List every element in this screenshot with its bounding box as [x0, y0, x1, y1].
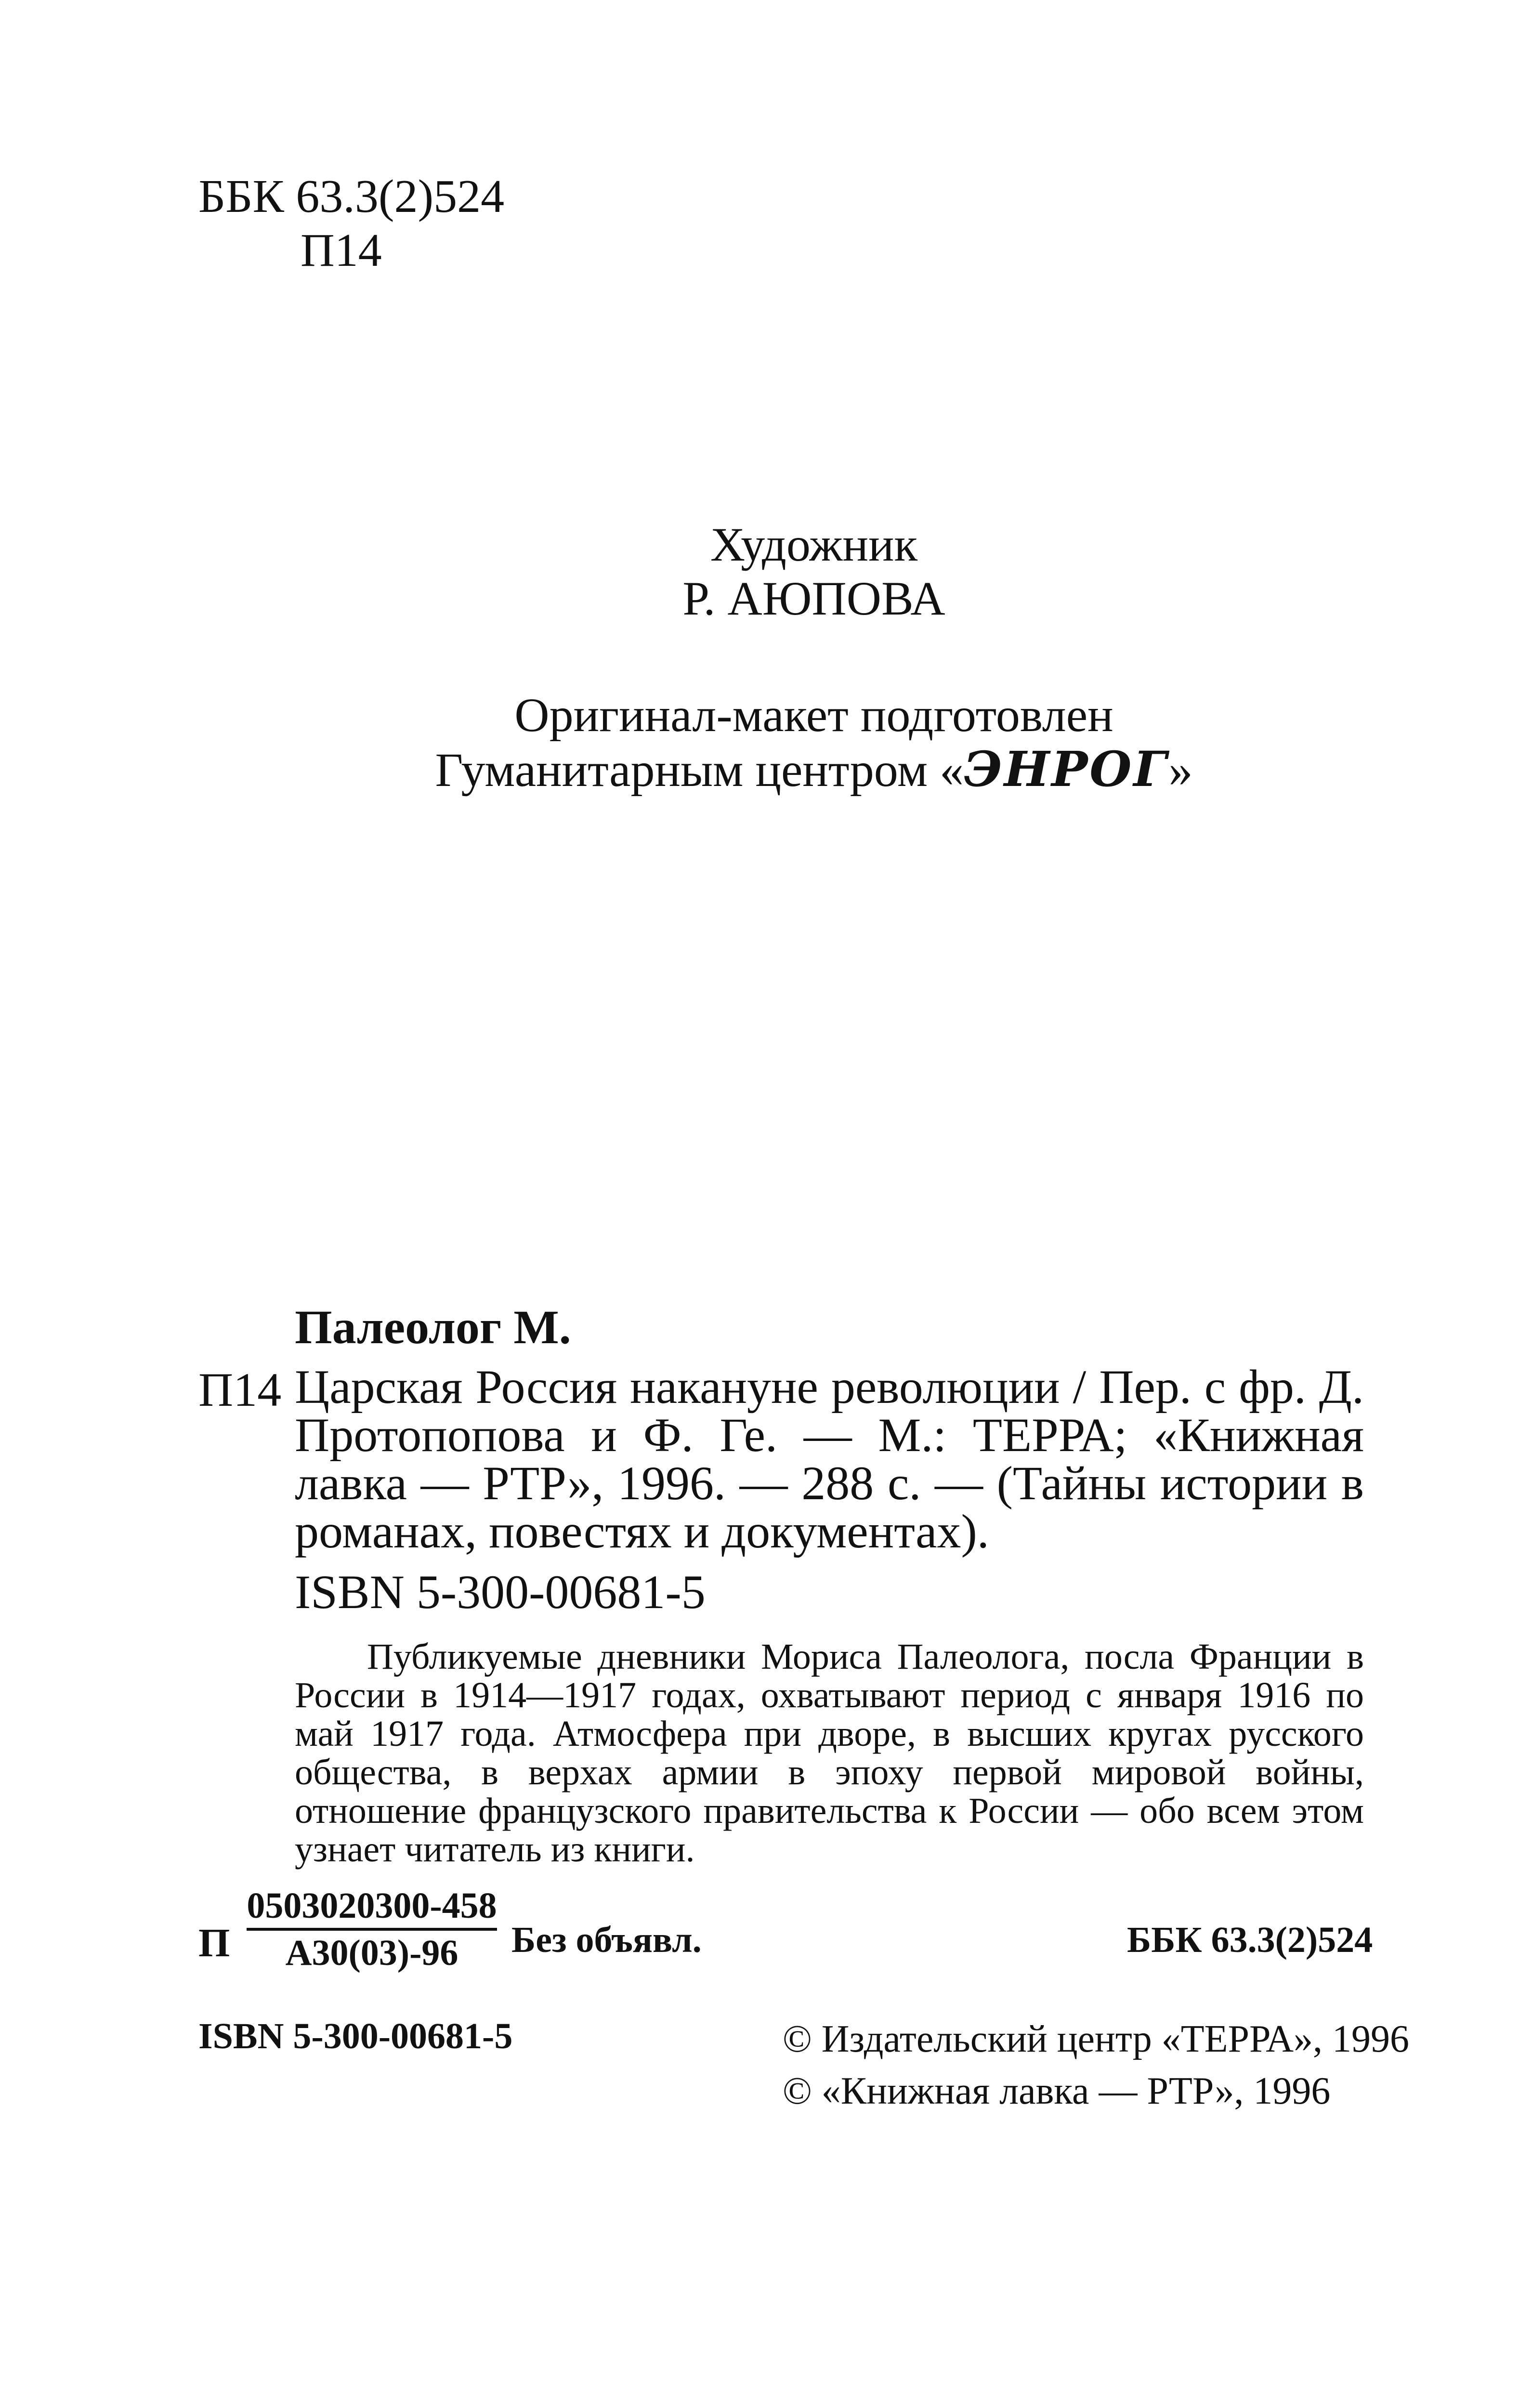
publisher-logo: ЭНРОГ [964, 741, 1169, 798]
classification-block [198, 170, 504, 277]
layout-line-1: Оригинал-макет подготовлен [514, 688, 1113, 742]
layout-line-2 [299, 742, 1329, 797]
copyright-block [783, 2013, 1409, 2117]
artist-role: Художник [710, 518, 918, 571]
no-ad-label: Без объявл. [511, 1920, 702, 1960]
bbk-bottom: ББК 63.3(2)524 [1127, 1920, 1373, 1960]
fraction-numerator: 0503020300-458 [247, 1885, 497, 1931]
copyright-knizhnaya-lavka: © «Книжная лавка — РТР», 1996 [783, 2070, 1331, 2112]
fraction-denominator: А30(03)-96 [285, 1933, 458, 1973]
price-letter: П [198, 1921, 230, 1965]
artist-name: Р. АЮПОВА [682, 572, 945, 625]
copyright-terra: © Издательский центр «ТЕРРА», 1996 [783, 2018, 1410, 2060]
card-annotation: Публикуемые дневники Мориса Палеолога, посла Франции в России в 1914—1917 годах, охватывают период с января 1916 по май 1917 года. Атмосфера при дворе, в высших кругах русского общества, в верхах армии в эпоху первой мировой войны, отношение французского правительства к России — обо всем этом узнает читатель из книги. [295, 1636, 1364, 1870]
layout-line-2-prefix: Гуманитарным центром « [435, 743, 964, 797]
layout-line-2-suffix: » [1168, 743, 1193, 797]
card-author-mark: П14 [198, 1363, 282, 1416]
bbk-code: ББК 63.3(2)524 [198, 170, 505, 222]
card-description: Царская Россия накануне революции / Пер. с фр. Д. Протопопова и Ф. Ге. — М.: ТЕРРА; «Книжная лавка — РТР», 1996. — 288 с. — (Тайны истории в романах, повестях и документах). [295, 1360, 1364, 1558]
credits-block [299, 518, 1329, 797]
card-author: Палеолог М. [295, 1300, 571, 1354]
card-isbn: ISBN 5-300-00681-5 [295, 1565, 706, 1619]
price-fraction [247, 1885, 497, 1973]
author-mark: П14 [301, 224, 382, 276]
isbn-bottom: ISBN 5-300-00681-5 [198, 2016, 513, 2056]
credits-spacer [299, 626, 1329, 688]
